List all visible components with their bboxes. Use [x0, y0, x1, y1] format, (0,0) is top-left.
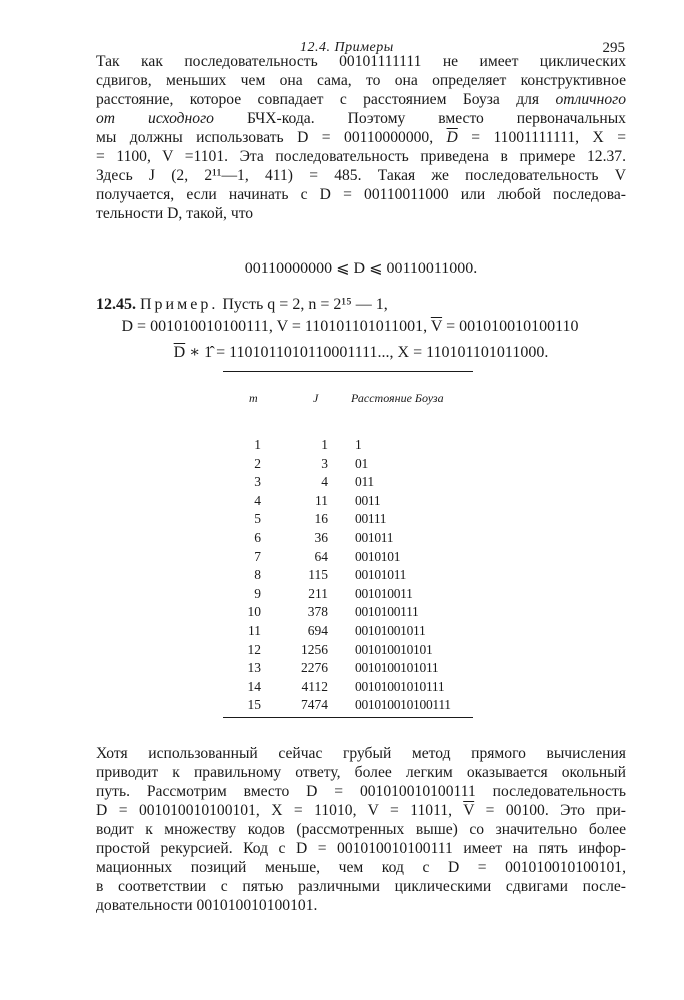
table-row [223, 511, 473, 529]
text-line: Хотя использованный сейчас грубый метод прямого вычисления [96, 745, 626, 762]
table-cell-b: 00101001010111 [355, 678, 445, 694]
table-cell-b: 1 [355, 437, 362, 452]
text-line: = 1100, V =1101. Эта последовательность приведена в примере 12.37. [96, 148, 626, 165]
example-number: 12.45. [96, 296, 136, 313]
table-row [223, 623, 473, 641]
text-line: сдвигов, меньших чем она сама, то она определяет конструктивное [96, 72, 626, 89]
table-cell-j: 4112 [301, 678, 328, 694]
table-cell-b: 0011 [355, 492, 381, 508]
column-header-j: J [313, 391, 319, 405]
table-row [223, 642, 473, 660]
table-cell-b: 001010011 [355, 585, 413, 601]
table-row [223, 604, 473, 622]
table-cell-m: 13 [247, 660, 261, 676]
text-line: в соответствии с пятью различными циклическими сдвигами после- [96, 878, 626, 895]
table-cell-j: 694 [307, 623, 328, 638]
text-line: получается, если начинать с D = 00110011000 или любой последова- [96, 186, 626, 203]
table-row [223, 493, 473, 511]
text-line: мационных позиций меньше, чем код с D = 001010010100101, [96, 859, 626, 876]
table-cell-j: 16 [314, 511, 328, 527]
inequality-formula: 00110000000 ⩽ D ⩽ 00110011000. [244, 260, 478, 277]
table-cell-b: 00101011 [355, 567, 407, 583]
table-cell-b: 0010101 [355, 548, 401, 564]
table-cell-m: 10 [247, 604, 261, 620]
table-row [223, 697, 473, 715]
table-cell-m: 11 [248, 623, 261, 638]
table-row [223, 549, 473, 567]
table-row [223, 660, 473, 678]
paragraph-2 [96, 744, 626, 915]
table-cell-b: 0010100101011 [355, 660, 439, 676]
text-line: D = 001010010100101, X = 11010, V = 11011, $\overline{V} = 00100$. Это при- [96, 802, 626, 819]
table-cell-j: 7474 [301, 697, 328, 713]
table-cell-j: 211 [308, 585, 328, 601]
page-number: 295 [602, 40, 625, 56]
table-cell-m: 7 [254, 548, 261, 564]
table-row [223, 679, 473, 697]
table-cell-m: 9 [254, 585, 261, 601]
table-row [223, 474, 473, 492]
table-row [223, 567, 473, 585]
table-cell-j: 64 [314, 548, 328, 564]
column-header-m: m [249, 391, 258, 405]
table-cell-m: 12 [247, 641, 261, 657]
column-header-bose: Расстояние Боуза [351, 391, 444, 405]
table-cell-m: 8 [254, 567, 261, 583]
text-line: простой рекурсией. Код с D = 001010010100111 имеет на пять инфор- [96, 840, 626, 857]
table-cell-b: 00111 [355, 511, 387, 527]
table-cell-j: 36 [314, 530, 328, 545]
example-heading [96, 296, 388, 314]
table-cell-m: 5 [254, 511, 261, 527]
example-formula-line-3: $\overline{D}$ ∗ 1̂ = 1101011010110001111..., X = 110101101011000. [173, 344, 549, 361]
text-line: мы должны использовать D = 00110000000, $\overline{D} = 11001111111$, X = [96, 129, 626, 146]
table-cell-j: 2276 [301, 660, 328, 676]
table-bottom-rule [223, 717, 473, 718]
table-cell-m: 6 [254, 530, 261, 545]
table-cell-j: 3 [321, 455, 328, 471]
table-cell-j: 11 [315, 492, 328, 508]
text-line: расстояние, которое совпадает с расстоянием Боуза для отличного [96, 91, 626, 108]
table-top-rule [223, 371, 473, 372]
table-cell-m: 3 [254, 474, 261, 490]
table-cell-b: 0010100111 [355, 604, 419, 620]
table-cell-j: 378 [307, 604, 328, 620]
table-cell-j: 115 [308, 567, 328, 583]
text-line: Здесь J (2, 2¹¹—1, 411) = 485. Такая же последовательность V [96, 167, 626, 184]
table-row [223, 437, 473, 455]
table-cell-j: 4 [321, 474, 328, 490]
table-cell-m: 14 [247, 678, 261, 694]
running-title: 12.4. Примеры [300, 40, 394, 55]
text-line: тельности D, такой, что [96, 205, 254, 222]
table-row [223, 586, 473, 604]
text-line: путь. Рассмотрим вместо D = 001010010100111 последовательность [96, 783, 626, 800]
table-cell-j: 1256 [301, 641, 328, 657]
table-cell-b: 001010010101 [355, 641, 433, 657]
table-cell-m: 4 [254, 492, 261, 508]
example-word: Пример. [140, 296, 219, 313]
text-line: от исходного БЧХ-кода. Поэтому вместо первоначальных [96, 110, 626, 127]
example-formula-line-2: D = 001010010100111, V = 110101101011001, $\overline{V} = 001010010100110$ [121, 318, 579, 335]
table-cell-j: 1 [321, 437, 328, 452]
table-cell-m: 15 [247, 697, 261, 713]
table-cell-b: 001011 [355, 530, 394, 545]
example-condition: Пусть q = 2, n = 2¹⁵ — 1, [218, 296, 388, 313]
text-line: водит к множеству кодов (рассмотренных выше) со значительно более [96, 821, 626, 838]
table-cell-b: 01 [355, 455, 368, 471]
table-cell-b: 001010010100111 [355, 697, 451, 713]
table-cell-b: 00101001011 [355, 623, 426, 638]
text-line: Так как последовательность 00101111111 не имеет циклических [96, 53, 626, 70]
table-row [223, 530, 473, 548]
table-cell-b: 011 [355, 474, 374, 490]
text-line: довательности 001010010100101. [96, 897, 318, 914]
table-cell-m: 2 [254, 455, 261, 471]
paragraph-1 [96, 52, 626, 223]
text-line: приводит к правильному ответу, более легким оказывается окольный [96, 764, 626, 781]
table-cell-m: 1 [254, 437, 261, 452]
table-row [223, 456, 473, 474]
